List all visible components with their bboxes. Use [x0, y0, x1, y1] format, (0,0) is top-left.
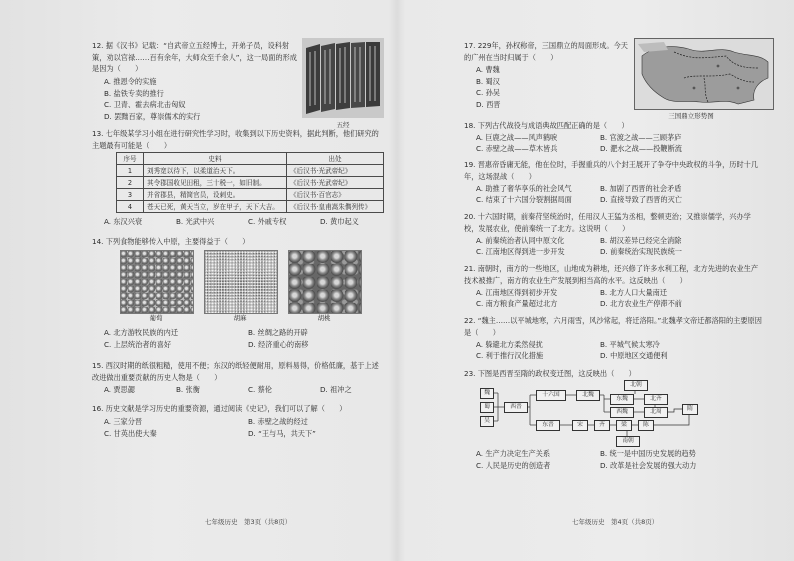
q17-option-b: B. 蜀汉 — [476, 76, 500, 86]
five-classics-caption: 五经 — [336, 121, 350, 129]
table-cell: 4 — [117, 201, 144, 213]
q16-stem: 16. 历史文献是学习历史的重要资源，通过阅读《史记》，我们可以了解（ ） — [92, 404, 347, 413]
table-cell: 《后汉书·皇甫嵩朱儁列传》 — [287, 201, 384, 213]
q14-option-b: B. 丝绸之路的开辟 — [248, 328, 308, 337]
box-liang: 梁 — [616, 420, 632, 431]
q19-option-b: B. 加剧了西晋的社会矛盾 — [600, 183, 682, 193]
table-cell: 2 — [117, 177, 144, 189]
q23-option-d: D. 改革是社会发展的强大动力 — [600, 460, 697, 470]
q21-option-a: A. 江南地区得到初步开发 — [476, 287, 558, 297]
q16-option-d: D. “王与马，共天下” — [248, 428, 316, 438]
page-3-footer: 七年级历史 第3页（共8页） — [205, 518, 292, 526]
q18-option-c: C. 赤壁之战——草木皆兵 — [476, 144, 558, 153]
q18-stem: 18. 下列古代战役与成语典故匹配正确的是（ ） — [464, 121, 629, 130]
q23-option-b: B. 统一是中国历史发展的趋势 — [600, 449, 696, 458]
q21-option-d: D. 北方农业生产停滞不前 — [600, 299, 682, 308]
table-cell: 《后汉书·光武帝纪》 — [287, 177, 384, 189]
q18-option-b: B. 官渡之战——三顾茅庐 — [600, 132, 682, 142]
table-header-cell: 史料 — [144, 153, 287, 165]
box-sixteen-kingdoms: 十六国 — [536, 390, 566, 401]
q15-option-c: C. 蔡伦 — [248, 385, 272, 394]
three-kingdoms-map — [634, 38, 774, 110]
q20-option-b: B. 胡汉差异已经完全消除 — [600, 235, 682, 245]
q16-option-a: A. 三家分晋 — [104, 417, 143, 426]
q21-stem: 21. 南朝时，南方的一些地区，山地成为耕地，还兴修了许多水利工程，北方先进的农业生产技术被推广，南方的农业生产发展到相当高的水平。这反映出（ ） — [464, 264, 759, 285]
box-qi: 齐 — [594, 420, 610, 431]
box-eastern-wei: 东魏 — [610, 394, 634, 405]
table-row — [117, 165, 384, 177]
food-photo-1 — [120, 250, 194, 314]
q22-option-a: A. 躲避北方柔然侵扰 — [476, 339, 543, 349]
q13-option-b: B. 光武中兴 — [176, 217, 215, 226]
box-northern-zhou: 北周 — [644, 407, 668, 418]
box-western-wei: 西魏 — [610, 407, 634, 418]
q18-option-d: D. 淝水之战——投鞭断流 — [600, 144, 682, 153]
q12-option-a: A. 推恩令的实施 — [104, 77, 157, 86]
food-photo-2 — [204, 250, 278, 314]
q15-option-b: B. 张衡 — [176, 385, 200, 394]
box-northern-wei: 北魏 — [576, 390, 600, 401]
q20-option-c: C. 江南地区得到进一步开发 — [476, 247, 565, 256]
q22-option-d: D. 中原地区交通便利 — [600, 351, 668, 360]
box-shu: 蜀 — [480, 402, 494, 413]
table-row — [117, 189, 384, 201]
q13-option-d: D. 黄巾起义 — [320, 217, 359, 226]
table-cell: 刘秀宽以待下，以柔道治天下。 — [144, 165, 287, 177]
box-eastern-jin: 东晋 — [536, 420, 560, 431]
q15-stem: 15. 西汉时期的纸很粗糙，使用不便；东汉的纸轻便耐用，原料易得，价格低廉，基于上述改进做出重要贡献的历史人物是（ ） — [92, 361, 379, 382]
q12-option-c: C. 卫青、霍去病北击匈奴 — [104, 100, 186, 109]
table-cell: 并省郡县，精简官员，设刺史。 — [144, 189, 287, 201]
food-caption-3: 胡桃 — [317, 314, 331, 322]
q16-option-b: B. 赤壁之战的经过 — [248, 417, 308, 426]
table-cell: 1 — [117, 165, 144, 177]
table-header-row — [117, 153, 384, 165]
food-caption-2: 胡麻 — [233, 314, 247, 322]
q20-stem: 20. 十六国时期，前秦苻坚统治时，任用汉人王猛为丞相，整顿吏治；又推崇儒学，兴办学校，发展农业，使前秦统一了北方。这说明（ ） — [464, 212, 751, 233]
box-southern-dynasties: 南朝 — [616, 436, 640, 447]
q21-option-c: C. 南方粮食产量超过北方 — [476, 299, 558, 308]
box-northern-dynasties: 北朝 — [624, 380, 648, 391]
q14-option-c: C. 上层统治者的喜好 — [104, 339, 172, 349]
food-caption-1: 葡萄 — [149, 314, 163, 322]
table-cell: 《后汉书·光武帝纪》 — [287, 165, 384, 177]
q14-option-d: D. 经济重心的南移 — [248, 339, 309, 349]
q17-option-c: C. 孙吴 — [476, 88, 500, 97]
box-northern-qi: 北齐 — [644, 394, 668, 405]
table-header-cell: 出处 — [287, 153, 384, 165]
q23-stem: 23. 下图是西晋至隋的政权变迁图，这反映出（ ） — [464, 369, 636, 378]
q18-option-a: A. 巨鹿之战——风声鹤唳 — [476, 132, 558, 142]
page-4-footer: 七年级历史 第4页（共8页） — [572, 518, 659, 526]
box-sui: 隋 — [682, 404, 698, 415]
q20-option-a: A. 前秦统治者认同中原文化 — [476, 235, 565, 245]
q22-stem: 22. “魏主……以平城地寒，六月雨雪，风沙常起，将迁洛阳。”北魏孝文帝迁都洛阳的主要原因是（ ） — [464, 316, 762, 337]
regime-change-diagram — [478, 380, 702, 448]
q16-option-c: C. 甘英出使大秦 — [104, 428, 157, 438]
five-classics-image — [302, 38, 384, 118]
q23-option-c: C. 人民是历史的创造者 — [476, 460, 551, 470]
q19-stem: 19. 晋惠帝昏庸无能，他在位时，手握重兵的八个封王展开了争夺中央政权的斗争，历时十几年，这场混战（ ） — [464, 160, 759, 181]
table-row — [117, 177, 384, 189]
box-western-jin: 西晋 — [504, 402, 528, 413]
q17-option-d: D. 西晋 — [476, 99, 501, 109]
q14-stem: 14. 下列食物能够传入中原，主要得益于（ ） — [92, 237, 250, 246]
food-photo-3 — [288, 250, 362, 314]
q13-option-a: A. 东汉兴衰 — [104, 217, 143, 226]
q12-stem: 12. 据《汉书》记载：“自武帝立五经博士，开弟子员，设科射策，劝以官禄……百有余年，大师众至千余人”，这一局面的形成是因为（ ） — [92, 41, 297, 73]
table-cell: 苍天已死，黄天当立，岁在甲子，天下大吉。 — [144, 201, 287, 213]
q22-option-b: B. 平城气候太寒冷 — [600, 339, 660, 349]
box-wu: 吴 — [480, 416, 494, 427]
q17-option-a: A. 曹魏 — [476, 65, 500, 74]
q22-option-c: C. 利于推行汉化措施 — [476, 351, 544, 360]
box-song: 宋 — [572, 420, 588, 431]
q12-option-b: B. 盐铁专卖的推行 — [104, 88, 164, 98]
q13-source-table — [116, 152, 384, 213]
box-chen: 陈 — [638, 420, 654, 431]
q13-stem: 13. 七年级某学习小组在进行研究性学习时，收集到以下历史资料，据此判断，他们研究的主题最有可能是（ ） — [92, 129, 379, 150]
table-row — [117, 201, 384, 213]
q15-option-a: A. 贾思勰 — [104, 385, 135, 394]
q21-option-b: B. 北方人口大量南迁 — [600, 287, 668, 297]
q19-option-c: C. 结束了十六国分裂割据局面 — [476, 195, 572, 204]
q20-option-d: D. 前秦统治实现民族统一 — [600, 247, 682, 256]
map-caption: 三国鼎立形势图 — [668, 112, 714, 120]
q23-option-a: A. 生产力决定生产关系 — [476, 449, 551, 458]
box-wei: 魏 — [480, 388, 494, 399]
table-cell: 其令郡国收见田租，三十税一，如旧制。 — [144, 177, 287, 189]
table-cell: 《后汉书·百官志》 — [287, 189, 384, 201]
table-cell: 3 — [117, 189, 144, 201]
q15-option-d: D. 祖冲之 — [320, 385, 352, 394]
table-header-cell: 序号 — [117, 153, 144, 165]
q12-option-d: D. 罢黜百家，尊崇儒术的实行 — [104, 111, 201, 121]
q14-option-a: A. 北方游牧民族的内迁 — [104, 328, 179, 337]
q19-option-a: A. 助推了奢华享乐的社会风气 — [476, 183, 572, 193]
q17-stem: 17. 229年，孙权称帝，三国鼎立的局面形成。今天的广州在当时归属于（ ） — [464, 41, 628, 62]
q13-option-c: C. 外戚专权 — [248, 217, 287, 226]
q19-option-d: D. 直接导致了西晋的灭亡 — [600, 195, 682, 204]
